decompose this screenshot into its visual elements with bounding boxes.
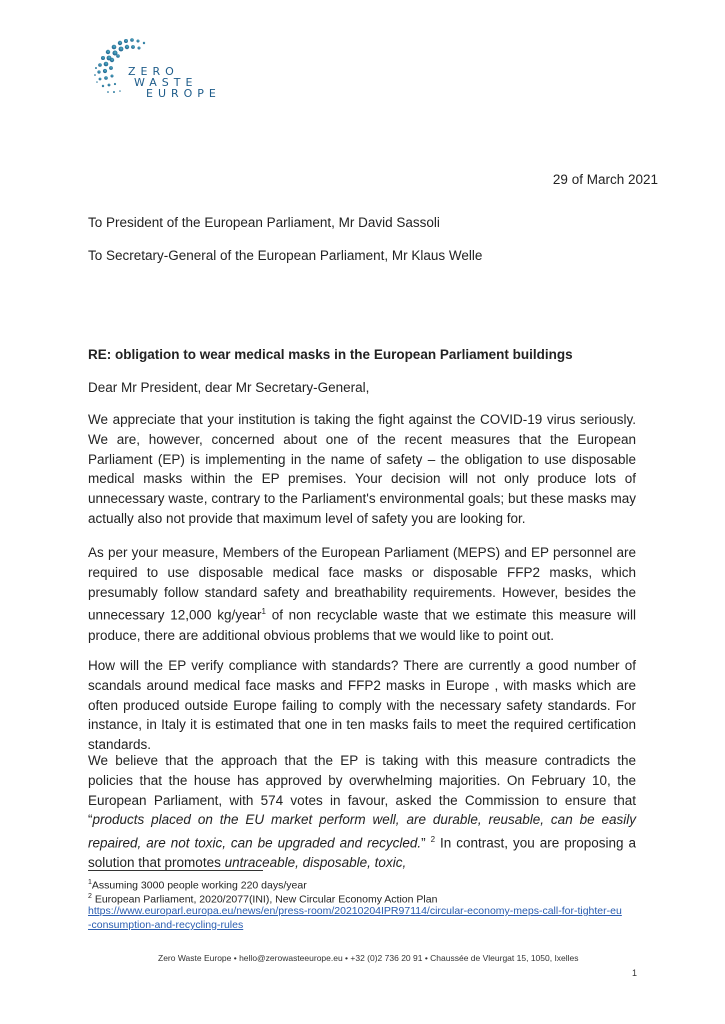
logo-line-europe: EUROPE [146, 87, 221, 100]
salutation: Dear Mr President, dear Mr Secretary-General, [88, 380, 370, 395]
page-number: 1 [631, 968, 637, 978]
paragraph-2: As per your measure, Members of the European Parliament (MEPS) and EP personnel are required to use disposable medical face masks or disposable FFP2 masks, which presumably follow standard safety and breathability requirements. However, besides the unnecessary 12,000 kg/year$^1$ of non recyclable waste that we estimate this measure will produce, there are additional obvious problems that we would like to point out. [88, 545, 636, 643]
europarl-press-link-line2[interactable]: -consumption-and-recycling-rules [88, 919, 244, 931]
letter-date: 29 of March 2021 [552, 172, 658, 187]
footnote-divider [88, 870, 263, 871]
parliament-quote: products placed on the EU market perform well, are durable, reusable, can be easily repaired, are not toxic, can be upgraded and recycled. [88, 812, 636, 851]
recipient-president: To President of the European Parliament, Mr David Sassoli [88, 215, 440, 230]
footnote-ref-1[interactable]: 1 [261, 607, 266, 617]
footnote-2-link[interactable] [88, 904, 648, 932]
paragraph-1: We appreciate that your institution is taking the fight against the COVID-19 virus seriously. We are, however, concerned about one of the recent measures that the European Parliament (EP) is implementing in the name of safety – the obligation to use disposable medical masks within the EP premises. Your decision will not only produce lots of unnecessary waste, contrary to the Parliament's environmental goals; but these masks may actually also not provide that maximum level of safety you are looking for. [88, 412, 636, 526]
logo-line-zero: ZERO [128, 65, 179, 78]
footnote-2: $^2$ European Parliament, 2020/2077(INI), New Circular Economy Action Plan [88, 893, 438, 906]
footnote-ref-2[interactable]: 2 [430, 835, 436, 845]
europarl-press-link-line1[interactable]: https://www.europarl.europa.eu/news/en/press-room/20210204IPR97114/circular-economy-meps-call-for-tighter-eu [88, 905, 622, 917]
logo-wordmark [128, 66, 221, 99]
zero-waste-europe-logo [88, 30, 228, 110]
logo-line-waste: WASTE [134, 76, 198, 89]
page-footer: Zero Waste Europe • hello@zerowasteeurope.eu • +32 (0)2 736 20 91 • Chaussée de Vleurgat 15, 1050, Ixelles [158, 953, 579, 963]
paragraph-3: How will the EP verify compliance with standards? There are currently a good number of scandals around medical face masks and FFP2 masks in Europe , with masks which are often produced outside Europe failing to comply with the necessary safety standards. For instance, in Italy it is estimated that one in ten masks fails to meet the required certification standards. [88, 658, 636, 753]
subject-line: RE: obligation to wear medical masks in the European Parliament buildings [88, 347, 573, 362]
paragraph-4: We believe that the approach that the EP is taking with this measure contradicts the policies that the house has approved by overwhelming majorities. On February 10, the European Parliament, with 574 votes in favour, asked the Commission to ensure that “products placed on the EU market perform well, are durable, reusable, can be easily repaired, are not toxic, can be upgraded and recycled.” $^2$ In contrast, you are proposing a solution that promotes untraceable, disposable, toxic, [88, 753, 636, 871]
footnote-1: $^1$Assuming 3000 people working 220 days/year [88, 879, 307, 892]
recipient-secretary-general: To Secretary-General of the European Parliament, Mr Klaus Welle [88, 248, 483, 263]
